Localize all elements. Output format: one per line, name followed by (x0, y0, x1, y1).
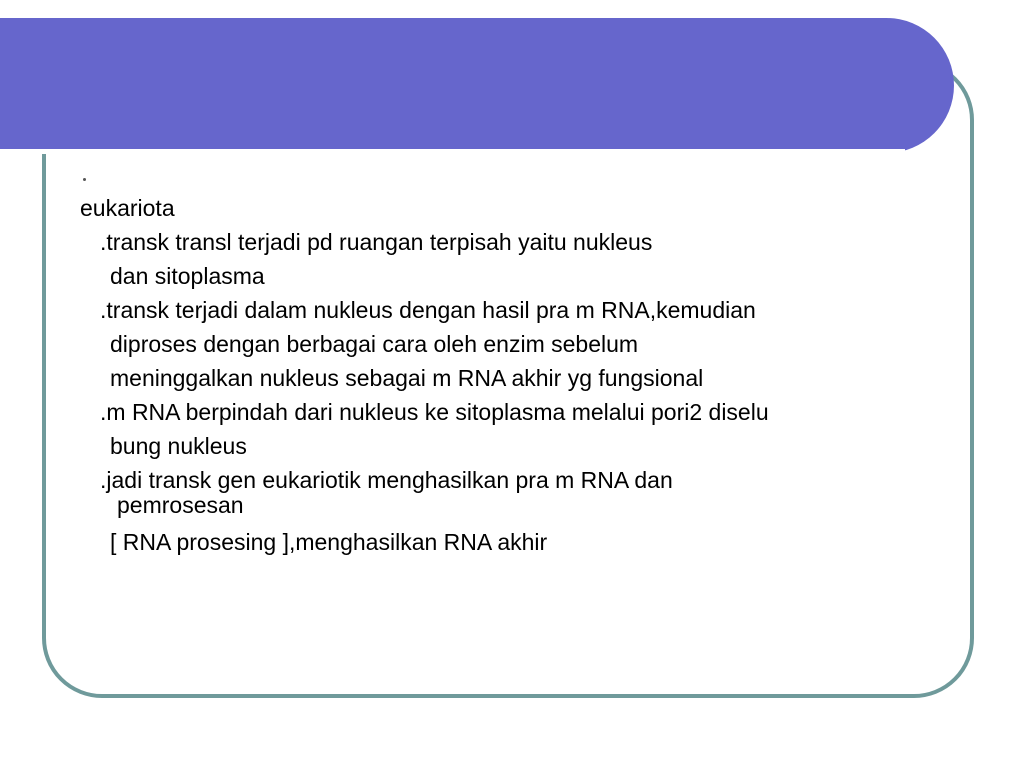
bullet-dot (83, 178, 86, 181)
body-line-2: dan sitoplasma (110, 263, 265, 289)
body-line-5: meninggalkan nukleus sebagai m RNA akhir yg fungsional (110, 365, 704, 391)
body-line-1: .transk transl terjadi pd ruangan terpisah yaitu nukleus (100, 229, 653, 255)
body-line-9: pemrosesan (117, 492, 244, 518)
body-line-7: bung nukleus (110, 433, 247, 459)
heading-eukariota: eukariota (80, 195, 175, 221)
body-line-8: .jadi transk gen eukariotik menghasilkan pra m RNA dan (100, 467, 673, 493)
header-rule (0, 149, 905, 154)
body-line-10: [ RNA prosesing ],menghasilkan RNA akhir (110, 529, 548, 555)
header-band (0, 18, 954, 153)
body-line-4: diproses dengan berbagai cara oleh enzim sebelum (110, 331, 639, 357)
body-line-3: .transk terjadi dalam nukleus dengan hasil pra m RNA,kemudian (100, 297, 756, 323)
body-line-6: .m RNA berpindah dari nukleus ke sitoplasma melalui pori2 diselu (100, 399, 769, 425)
